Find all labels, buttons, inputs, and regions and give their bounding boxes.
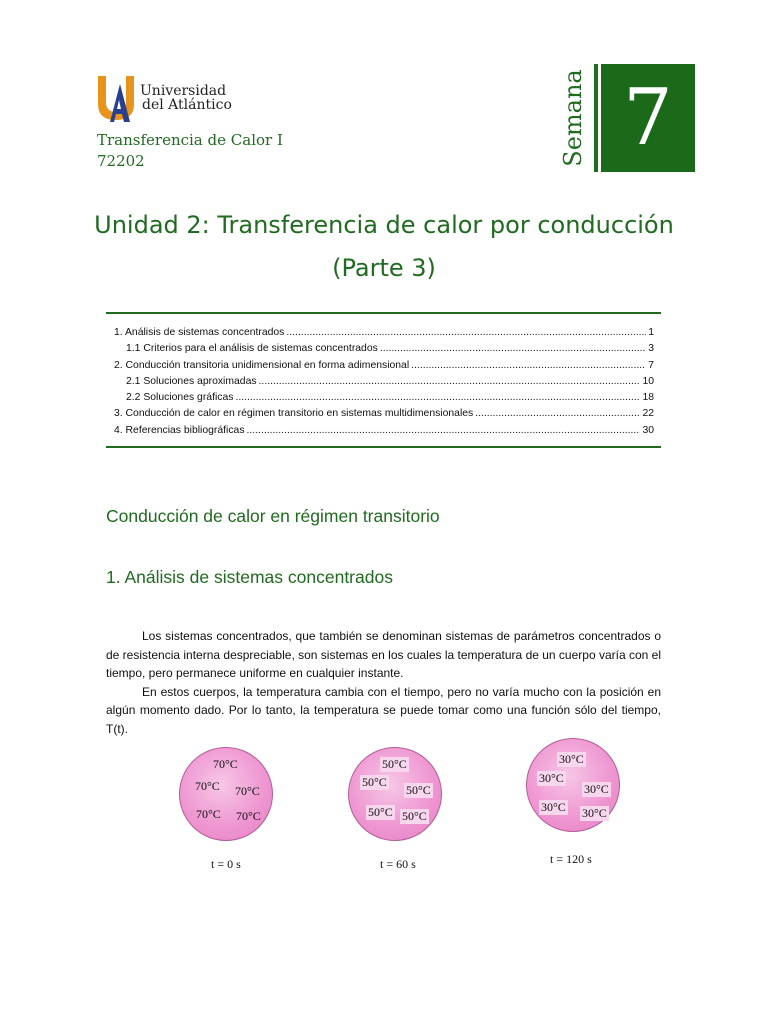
temp-label: 70°C bbox=[213, 757, 238, 771]
toc-entry[interactable]: 4. Referencias bibliográficas ..... 30 bbox=[106, 423, 654, 439]
temp-label: 70°C bbox=[236, 809, 261, 823]
temp-label: 50°C bbox=[362, 775, 387, 789]
week-label: Semana bbox=[559, 69, 587, 167]
temp-label: 30°C bbox=[539, 771, 564, 785]
temp-label: 30°C bbox=[559, 752, 584, 766]
temp-label: 50°C bbox=[368, 805, 393, 819]
caption-t60: t = 60 s bbox=[380, 857, 416, 871]
course-info bbox=[97, 130, 283, 172]
subsection-heading: 1. Análisis de sistemas concentrados bbox=[106, 567, 393, 587]
section-heading: Conducción de calor en régimen transitorio bbox=[106, 506, 440, 526]
toc-entry[interactable]: 2. Conducción transitoria unidimensional en forma adimensional ..... 7 bbox=[106, 358, 654, 374]
paragraph-1: Los sistemas concentrados, que también se denominan sistemas de parámetros concentrados o de resistencia interna despreciable, son sistemas en los cuales la temperatura de un cuerpo varía con el tiempo, pero permanece uniforme en cualquier instante. bbox=[106, 629, 661, 681]
temp-label: 30°C bbox=[541, 800, 566, 814]
toc-bottom-rule bbox=[106, 446, 661, 448]
sphere-t120 bbox=[526, 738, 620, 832]
temp-label: 50°C bbox=[382, 757, 407, 771]
toc-entry[interactable]: 1.1 Criterios para el análisis de sistemas concentrados ..... 3 bbox=[106, 341, 654, 357]
week-number: 7 bbox=[601, 64, 695, 172]
course-name: Transferencia de Calor I bbox=[97, 131, 283, 149]
toc-top-rule bbox=[106, 312, 661, 314]
table-of-contents bbox=[106, 325, 654, 439]
sphere-t60 bbox=[348, 747, 442, 841]
logo-line2: del Atlántico bbox=[142, 97, 232, 113]
caption-t0: t = 0 s bbox=[211, 857, 241, 871]
temp-label: 30°C bbox=[582, 806, 607, 820]
caption-t120: t = 120 s bbox=[550, 852, 592, 866]
temp-label: 70°C bbox=[196, 807, 221, 821]
logo-line1: Universidad bbox=[140, 83, 227, 99]
page-title-line2: (Parte 3) bbox=[332, 254, 436, 282]
temp-label: 30°C bbox=[584, 782, 609, 796]
paragraph-2: En estos cuerpos, la temperatura cambia con el tiempo, pero no varía mucho con la posición en algún momento dado. Por lo tanto, la temperatura se puede tomar como una función sólo del tiempo, T(t). bbox=[106, 684, 661, 736]
toc-entry[interactable]: 2.2 Soluciones gráficas ..... 18 bbox=[106, 390, 654, 406]
university-logo bbox=[96, 74, 138, 124]
toc-entry[interactable]: 2.1 Soluciones aproximadas ..... 10 bbox=[106, 374, 654, 390]
sphere-t0 bbox=[179, 747, 273, 841]
temp-label: 70°C bbox=[195, 779, 220, 793]
temp-label: 50°C bbox=[406, 783, 431, 797]
body-text bbox=[106, 627, 661, 739]
temp-label: 70°C bbox=[235, 784, 260, 798]
logo-text bbox=[140, 84, 232, 112]
page-title-line1: Unidad 2: Transferencia de calor por conducción bbox=[94, 211, 674, 239]
toc-entry[interactable]: 1. Análisis de sistemas concentrados ..... 1 bbox=[106, 325, 654, 341]
temp-label: 50°C bbox=[402, 809, 427, 823]
course-code: 72202 bbox=[97, 152, 145, 170]
toc-entry[interactable]: 3. Conducción de calor en régimen transitorio en sistemas multidimensionales ..... 22 bbox=[106, 406, 654, 422]
week-divider bbox=[594, 64, 598, 172]
